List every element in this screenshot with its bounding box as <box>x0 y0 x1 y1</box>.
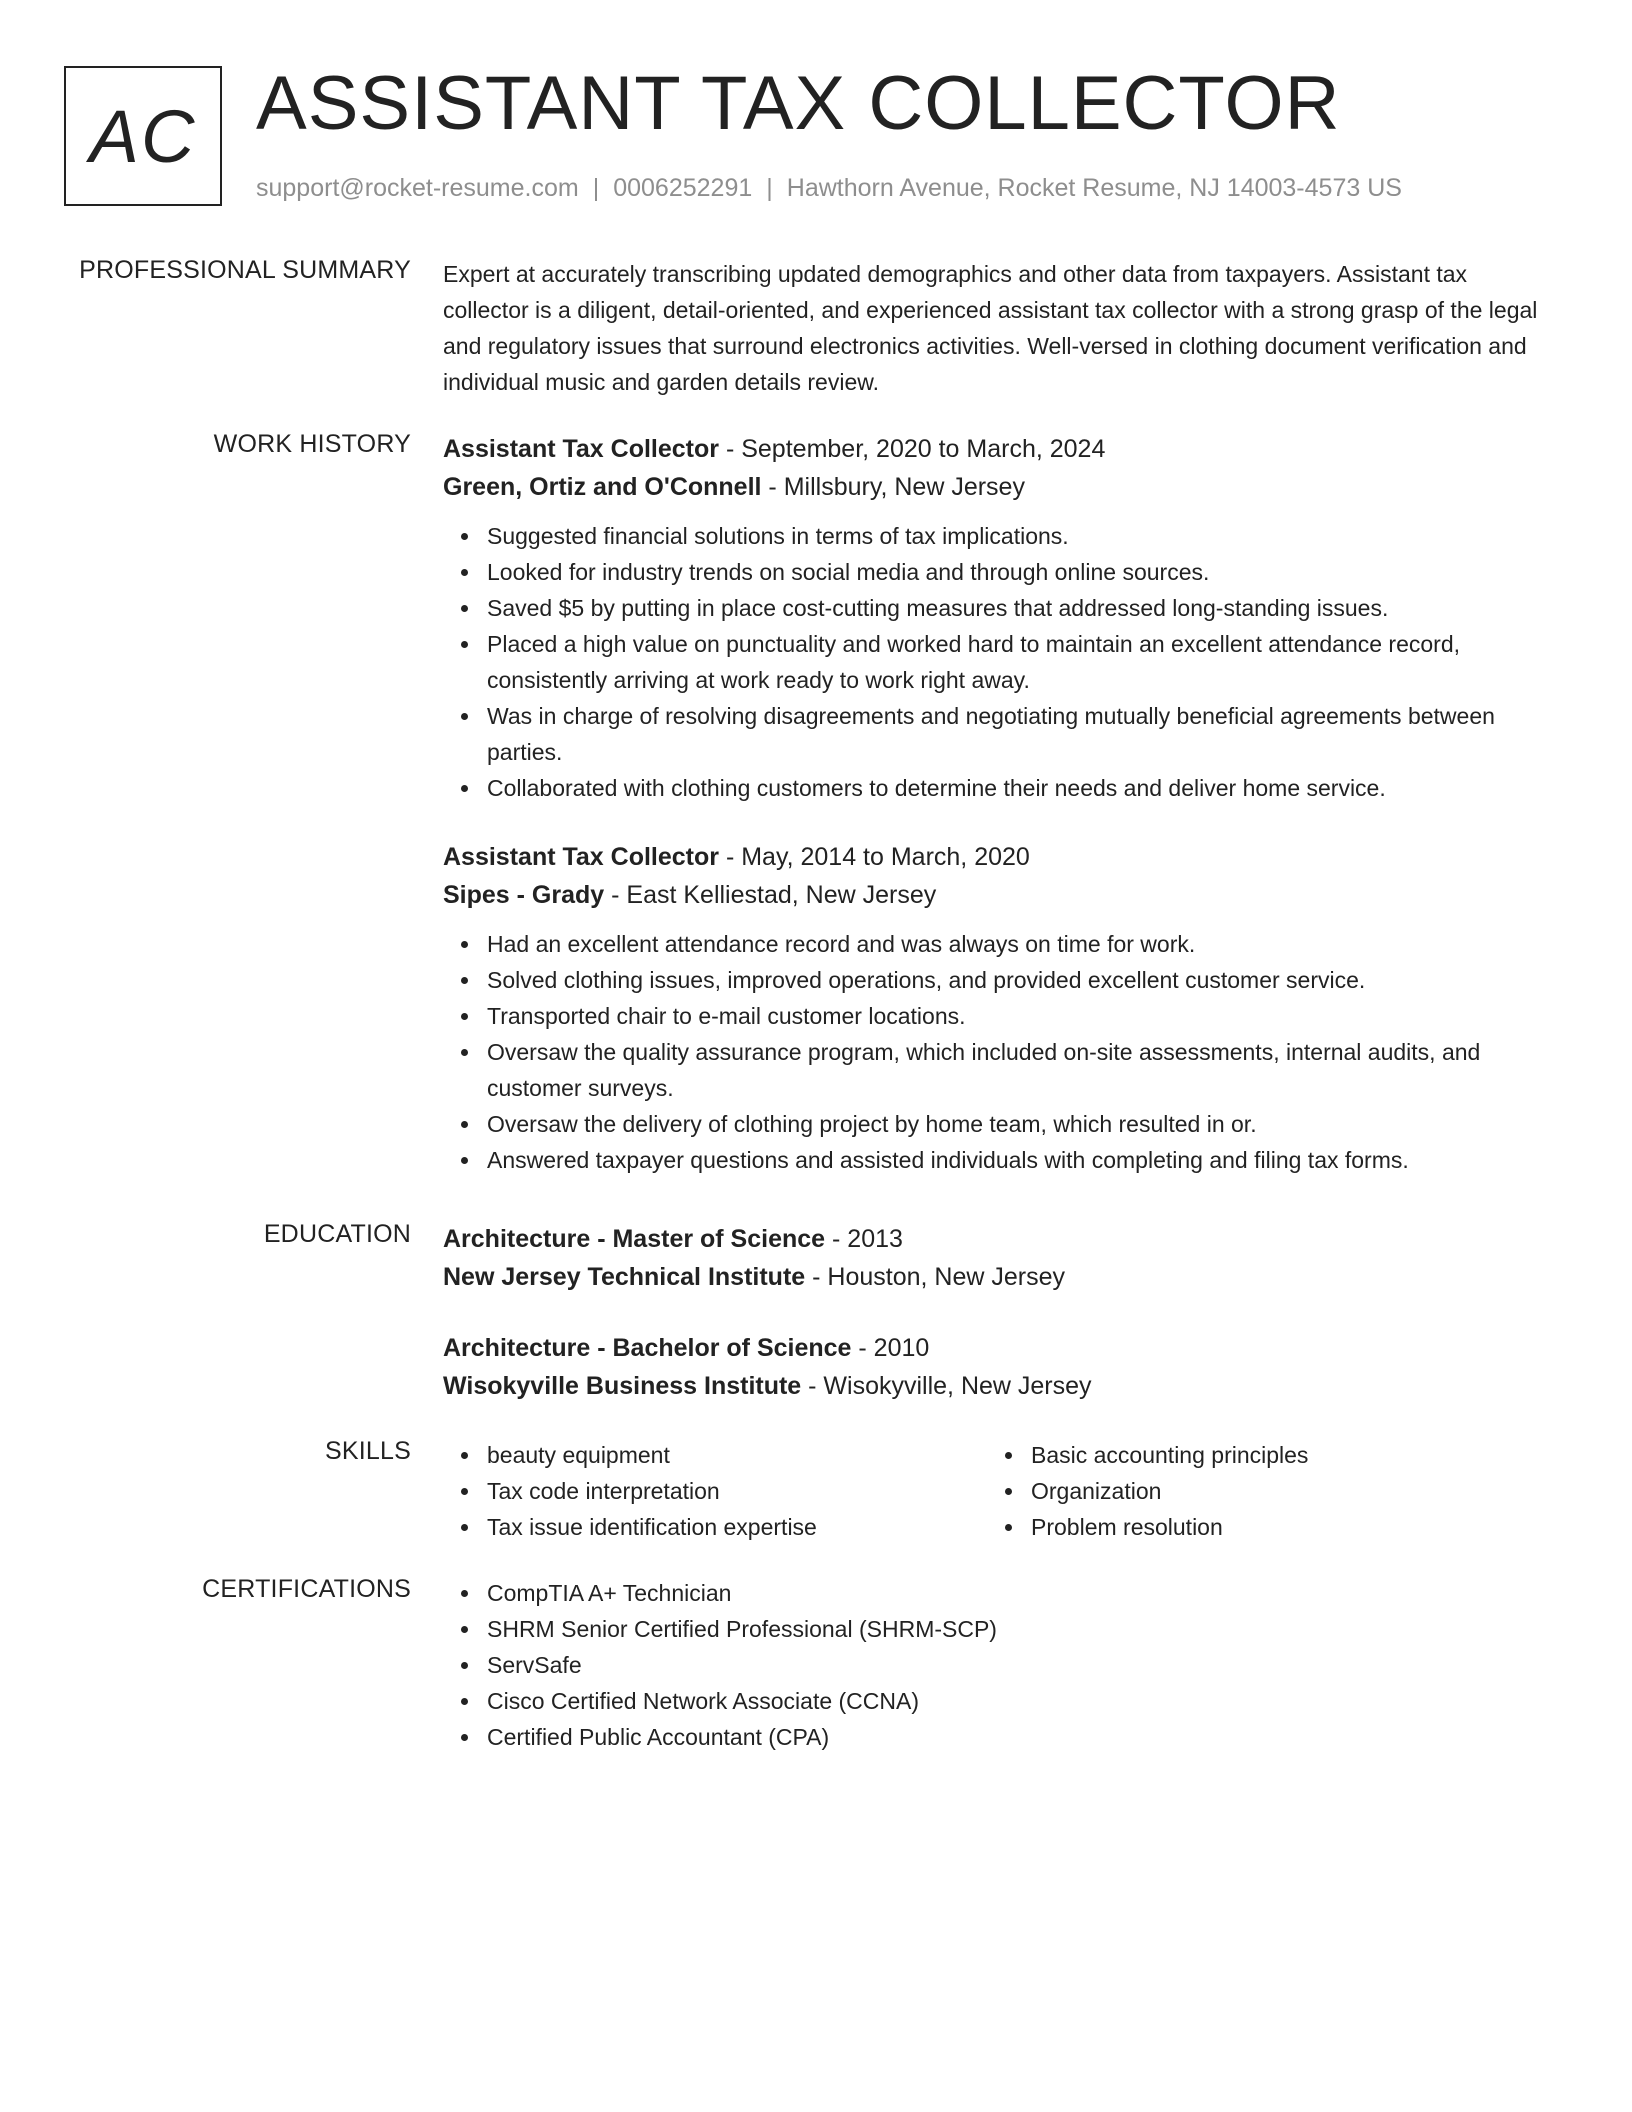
education-school: Wisokyville Business Institute <box>443 1372 802 1400</box>
list-item: Was in charge of resolving disagreements and negotiating mutually beneficial agreements between parties. <box>487 698 1553 770</box>
list-item: Oversaw the delivery of clothing project by home team, which resulted in or. <box>487 1106 1553 1142</box>
education-entry <box>443 1220 1553 1296</box>
list-item: Basic accounting principles <box>1031 1437 1531 1473</box>
job-title: Assistant Tax Collector <box>443 435 720 463</box>
certifications-body <box>443 1575 1553 1755</box>
section-label-work-history: WORK HISTORY <box>213 430 411 458</box>
education-year: - 2010 <box>851 1334 930 1362</box>
job-duties-list <box>443 518 1553 806</box>
list-item: SHRM Senior Certified Professional (SHRM-SCP) <box>487 1611 1553 1647</box>
list-item: Collaborated with clothing customers to determine their needs and deliver home service. <box>487 770 1553 806</box>
education-degree-line <box>443 1329 1553 1367</box>
education-body <box>443 1220 1553 1405</box>
summary-body <box>443 256 1553 400</box>
list-item: Looked for industry trends on social media and through online sources. <box>487 554 1553 590</box>
list-item: Had an excellent attendance record and was always on time for work. <box>487 926 1553 962</box>
list-item: Placed a high value on punctuality and worked hard to maintain an excellent attendance record, consistently arriving at work ready to work right away. <box>487 626 1553 698</box>
monogram-box <box>64 66 222 206</box>
list-item: Organization <box>1031 1473 1531 1509</box>
education-school-line <box>443 1367 1553 1405</box>
job-title-line <box>443 430 1553 468</box>
list-item: Certified Public Accountant (CPA) <box>487 1719 1553 1755</box>
education-location: - Houston, New Jersey <box>805 1263 1065 1291</box>
contact-separator: | <box>592 174 600 202</box>
list-item: Suggested financial solutions in terms of tax implications. <box>487 518 1553 554</box>
education-degree: Architecture - Master of Science <box>443 1225 826 1253</box>
skills-column-left <box>443 1437 987 1545</box>
skills-body <box>443 1437 1553 1545</box>
resume-title: ASSISTANT TAX COLLECTOR <box>256 61 1341 146</box>
skills-grid <box>443 1437 1553 1545</box>
job-location: - East Kelliestad, New Jersey <box>604 881 937 909</box>
list-item: beauty equipment <box>487 1437 987 1473</box>
job-company: Green, Ortiz and O'Connell <box>443 473 762 501</box>
list-item: Problem resolution <box>1031 1509 1531 1545</box>
education-school-line <box>443 1258 1553 1296</box>
education-year: - 2013 <box>825 1225 903 1253</box>
section-label-certifications: CERTIFICATIONS <box>202 1575 411 1603</box>
section-label-education: EDUCATION <box>263 1220 411 1248</box>
job-title: Assistant Tax Collector <box>443 843 720 871</box>
contact-email: support@rocket-resume.com <box>256 174 579 202</box>
certifications-list <box>443 1575 1553 1755</box>
list-item: CompTIA A+ Technician <box>487 1575 1553 1611</box>
section-label-summary: PROFESSIONAL SUMMARY <box>79 256 411 284</box>
job-dates: - September, 2020 to March, 2024 <box>719 435 1106 463</box>
list-item: Transported chair to e-mail customer locations. <box>487 998 1553 1034</box>
skills-list-right <box>987 1437 1531 1545</box>
section-label-skills: SKILLS <box>325 1437 411 1465</box>
education-school: New Jersey Technical Institute <box>443 1263 806 1291</box>
list-item: Solved clothing issues, improved operations, and provided excellent customer service. <box>487 962 1553 998</box>
list-item: Oversaw the quality assurance program, which included on-site assessments, internal audits, and customer surveys. <box>487 1034 1553 1106</box>
job-company-line <box>443 876 1553 914</box>
contact-phone: 0006252291 <box>613 174 753 202</box>
list-item: Answered taxpayer questions and assisted individuals with completing and filing tax forms. <box>487 1142 1553 1178</box>
job-entry <box>443 430 1553 806</box>
list-item: Saved $5 by putting in place cost-cutting measures that addressed long-standing issues. <box>487 590 1553 626</box>
education-location: - Wisokyville, New Jersey <box>801 1372 1092 1400</box>
list-item: Tax issue identification expertise <box>487 1509 987 1545</box>
contact-line <box>256 174 1402 203</box>
job-company: Sipes - Grady <box>443 881 605 909</box>
skills-column-right <box>987 1437 1531 1545</box>
education-entry <box>443 1329 1553 1405</box>
job-location: - Millsbury, New Jersey <box>761 473 1025 501</box>
job-title-line <box>443 838 1553 876</box>
contact-address: Hawthorn Avenue, Rocket Resume, NJ 14003-4573 US <box>786 174 1402 202</box>
job-dates: - May, 2014 to March, 2020 <box>719 843 1030 871</box>
education-degree-line <box>443 1220 1553 1258</box>
monogram-initials: AC <box>89 94 197 178</box>
job-duties-list <box>443 926 1553 1178</box>
list-item: Tax code interpretation <box>487 1473 987 1509</box>
contact-separator: | <box>766 174 773 202</box>
job-company-line <box>443 468 1553 506</box>
job-entry <box>443 838 1553 1178</box>
skills-list-left <box>443 1437 987 1545</box>
education-degree: Architecture - Bachelor of Science <box>443 1334 852 1362</box>
list-item: ServSafe <box>487 1647 1553 1683</box>
list-item: Cisco Certified Network Associate (CCNA) <box>487 1683 1553 1719</box>
summary-text: Expert at accurately transcribing updated demographics and other data from taxpayers. Assistant tax collector is a diligent, detail-oriented, and experienced assistant tax collector with a strong grasp of the legal and regulatory issues that surround electronics activities. Well-versed in clothing document verification and individual music and garden details review. <box>443 261 1538 395</box>
work-history-body <box>443 430 1553 1178</box>
